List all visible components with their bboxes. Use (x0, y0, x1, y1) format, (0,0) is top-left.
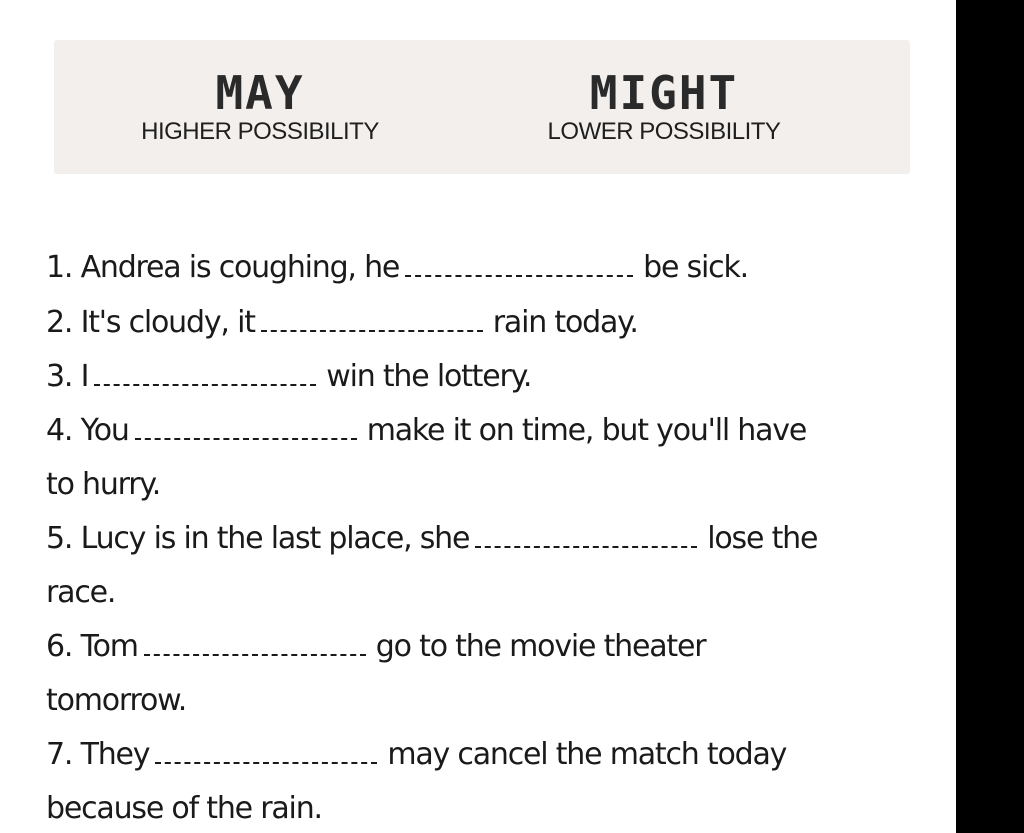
exercise-text-after: win the lottery. (326, 359, 532, 394)
exercise-5-continued: race. (46, 575, 116, 610)
exercise-7 (46, 737, 786, 773)
answer-blank[interactable] (94, 362, 316, 386)
answer-blank[interactable] (475, 524, 697, 548)
exercise-number: 6. (46, 629, 73, 664)
exercise-4-continued: to hurry. (46, 467, 161, 502)
answer-blank[interactable] (261, 308, 483, 332)
exercise-2 (46, 305, 638, 341)
may-title: MAY (215, 66, 305, 120)
exercise-text-after: go to the movie theater (375, 629, 706, 664)
answer-blank[interactable] (135, 416, 357, 440)
answer-blank[interactable] (144, 632, 366, 656)
exercise-text-after: rain today. (492, 305, 638, 340)
modal-verbs-header (54, 40, 910, 174)
exercise-text-before: Lucy is in the last place, she (80, 521, 470, 556)
exercise-text-after: be sick. (643, 250, 748, 285)
might-title: MIGHT (589, 66, 739, 120)
exercise-3 (46, 359, 531, 395)
exercise-6 (46, 629, 705, 665)
exercise-text-after: lose the (707, 521, 818, 556)
exercise-text-before: I (80, 359, 89, 394)
exercise-1 (46, 250, 748, 286)
exercise-7-continued: because of the rain. (46, 791, 322, 826)
exercise-text-after: make it on time, but you'll have (366, 413, 807, 448)
exercise-number: 7. (46, 737, 73, 772)
letterbox-bar (956, 0, 1024, 833)
exercise-text-after: may cancel the match today (387, 737, 787, 772)
exercise-number: 2. (46, 305, 73, 340)
exercise-text-before: They (80, 737, 150, 772)
may-subtitle: HIGHER POSSIBILITY (141, 118, 379, 145)
exercise-text-before: Tom (80, 629, 138, 664)
might-subtitle: LOWER POSSIBILITY (547, 118, 781, 145)
exercise-6-continued: tomorrow. (46, 683, 187, 718)
answer-blank[interactable] (155, 740, 377, 764)
exercise-number: 4. (46, 413, 73, 448)
exercise-text-before: You (80, 413, 129, 448)
exercise-text-before: It's cloudy, it (80, 305, 255, 340)
exercise-4 (46, 413, 806, 449)
exercise-5 (46, 521, 817, 557)
exercise-number: 5. (46, 521, 73, 556)
exercise-number: 3. (46, 359, 73, 394)
exercise-text-before: Andrea is coughing, he (80, 250, 400, 285)
exercise-number: 1. (46, 250, 73, 285)
answer-blank[interactable] (405, 253, 633, 277)
